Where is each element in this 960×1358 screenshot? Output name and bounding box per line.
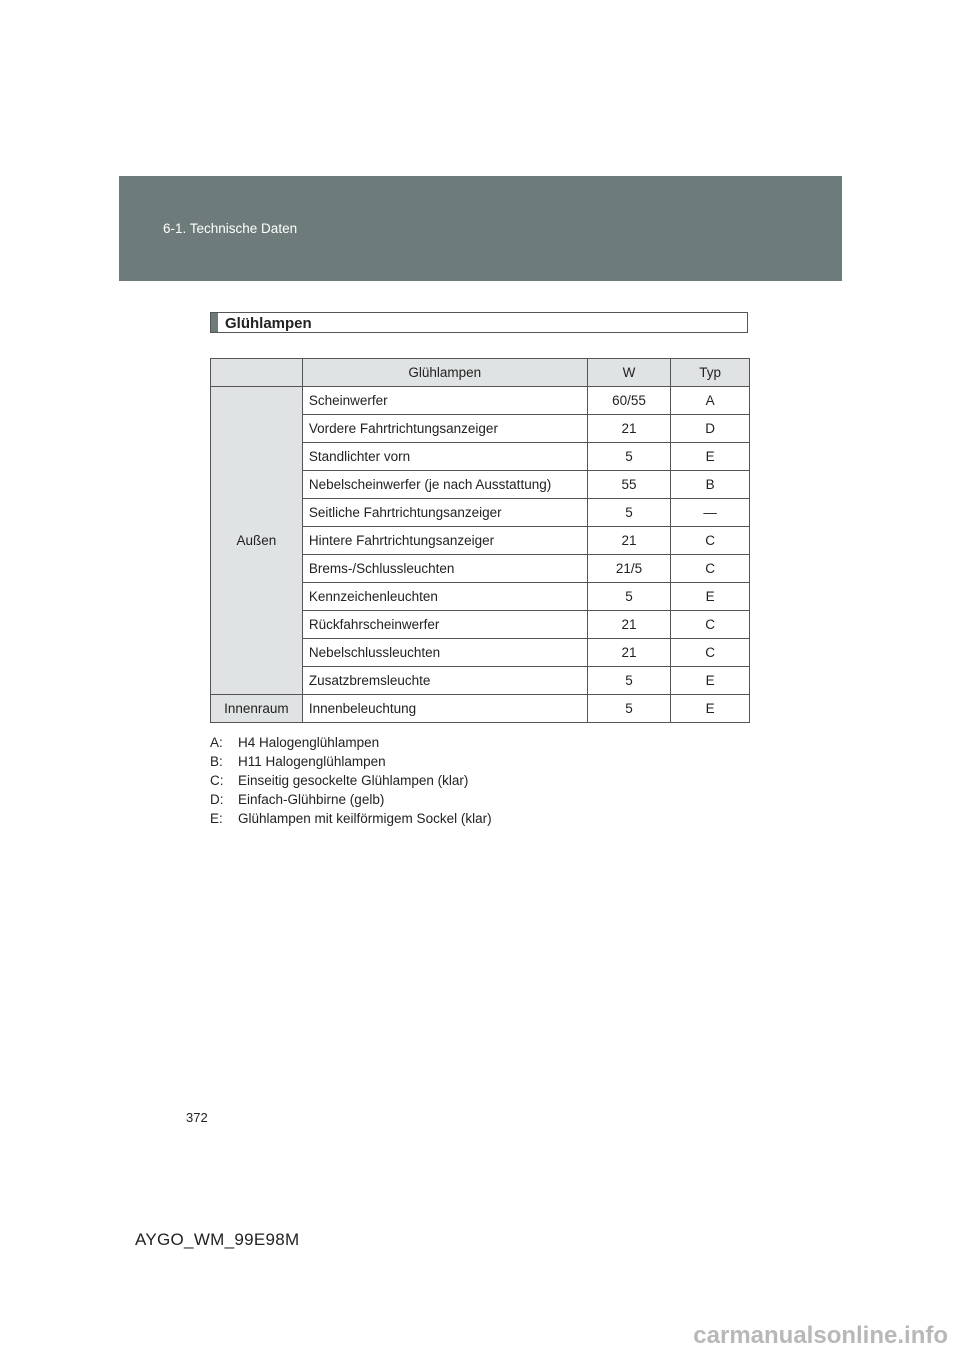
legend-text: Einfach-Glühbirne (gelb) bbox=[238, 792, 385, 807]
page-number: 372 bbox=[186, 1110, 208, 1125]
legend-key: D: bbox=[210, 792, 224, 807]
bulb-name: Innenbeleuchtung bbox=[302, 695, 587, 723]
bulb-type: D bbox=[671, 415, 750, 443]
bulb-name: Vordere Fahrtrichtungsanzeiger bbox=[302, 415, 587, 443]
header-type: Typ bbox=[671, 359, 750, 387]
bulb-watt: 5 bbox=[587, 667, 671, 695]
chapter-header-band bbox=[119, 176, 842, 281]
bulb-type: C bbox=[671, 639, 750, 667]
bulb-type: E bbox=[671, 667, 750, 695]
section-title-box bbox=[210, 312, 748, 333]
bulb-watt: 21 bbox=[587, 611, 671, 639]
bulb-type: A bbox=[671, 387, 750, 415]
bulb-watt: 5 bbox=[587, 499, 671, 527]
bulb-name: Nebelscheinwerfer (je nach Ausstattung) bbox=[302, 471, 587, 499]
bulb-type: E bbox=[671, 443, 750, 471]
bulb-name: Scheinwerfer bbox=[302, 387, 587, 415]
header-watt: W bbox=[587, 359, 671, 387]
bulb-type: C bbox=[671, 555, 750, 583]
document-code: AYGO_WM_99E98M bbox=[135, 1230, 300, 1249]
group-label: Innenraum bbox=[211, 695, 303, 723]
legend-text: H11 Halogenglühlampen bbox=[238, 754, 386, 769]
legend-item bbox=[210, 809, 492, 828]
bulb-watt: 5 bbox=[587, 583, 671, 611]
table-row bbox=[211, 695, 750, 723]
bulb-name: Zusatzbremsleuchte bbox=[302, 667, 587, 695]
table-header-row bbox=[211, 359, 750, 387]
legend-key: C: bbox=[210, 773, 224, 788]
bulb-name: Brems-/Schlussleuchten bbox=[302, 555, 587, 583]
bulb-type: E bbox=[671, 695, 750, 723]
legend-key: B: bbox=[210, 754, 223, 769]
bulb-name: Seitliche Fahrtrichtungsanzeiger bbox=[302, 499, 587, 527]
legend-item bbox=[210, 771, 492, 790]
legend-item bbox=[210, 733, 492, 752]
legend-key: A: bbox=[210, 735, 223, 750]
chapter-title: 6-1. Technische Daten bbox=[163, 221, 298, 236]
bulb-watt: 21/5 bbox=[587, 555, 671, 583]
group-label: Außen bbox=[211, 387, 303, 695]
bulb-type: E bbox=[671, 583, 750, 611]
bulb-watt: 55 bbox=[587, 471, 671, 499]
bulbs-table bbox=[210, 358, 750, 723]
section-title: Glühlampen bbox=[225, 315, 312, 332]
bulb-name: Nebelschlussleuchten bbox=[302, 639, 587, 667]
legend-item bbox=[210, 752, 492, 771]
watermark-logo: carmanualsonline.info bbox=[693, 1322, 948, 1349]
bulb-type: — bbox=[671, 499, 750, 527]
legend-text: Glühlampen mit keilförmigem Sockel (klar) bbox=[238, 811, 492, 826]
bulb-name: Rückfahrscheinwerfer bbox=[302, 611, 587, 639]
bulb-watt: 21 bbox=[587, 527, 671, 555]
bulb-watt: 21 bbox=[587, 415, 671, 443]
section-title-marker bbox=[211, 313, 218, 332]
legend-text: H4 Halogenglühlampen bbox=[238, 735, 380, 750]
bulb-watt: 21 bbox=[587, 639, 671, 667]
bulb-name: Kennzeichenleuchten bbox=[302, 583, 587, 611]
type-legend bbox=[210, 733, 492, 828]
bulb-name: Hintere Fahrtrichtungsanzeiger bbox=[302, 527, 587, 555]
header-group bbox=[211, 359, 303, 387]
legend-text: Einseitig gesockelte Glühlampen (klar) bbox=[238, 773, 469, 788]
bulb-type: C bbox=[671, 611, 750, 639]
bulb-type: B bbox=[671, 471, 750, 499]
bulb-name: Standlichter vorn bbox=[302, 443, 587, 471]
bulb-watt: 5 bbox=[587, 443, 671, 471]
bulb-type: C bbox=[671, 527, 750, 555]
legend-key: E: bbox=[210, 811, 223, 826]
bulb-watt: 5 bbox=[587, 695, 671, 723]
header-bulbs: Glühlampen bbox=[302, 359, 587, 387]
legend-item bbox=[210, 790, 492, 809]
table-row bbox=[211, 387, 750, 415]
bulb-watt: 60/55 bbox=[587, 387, 671, 415]
